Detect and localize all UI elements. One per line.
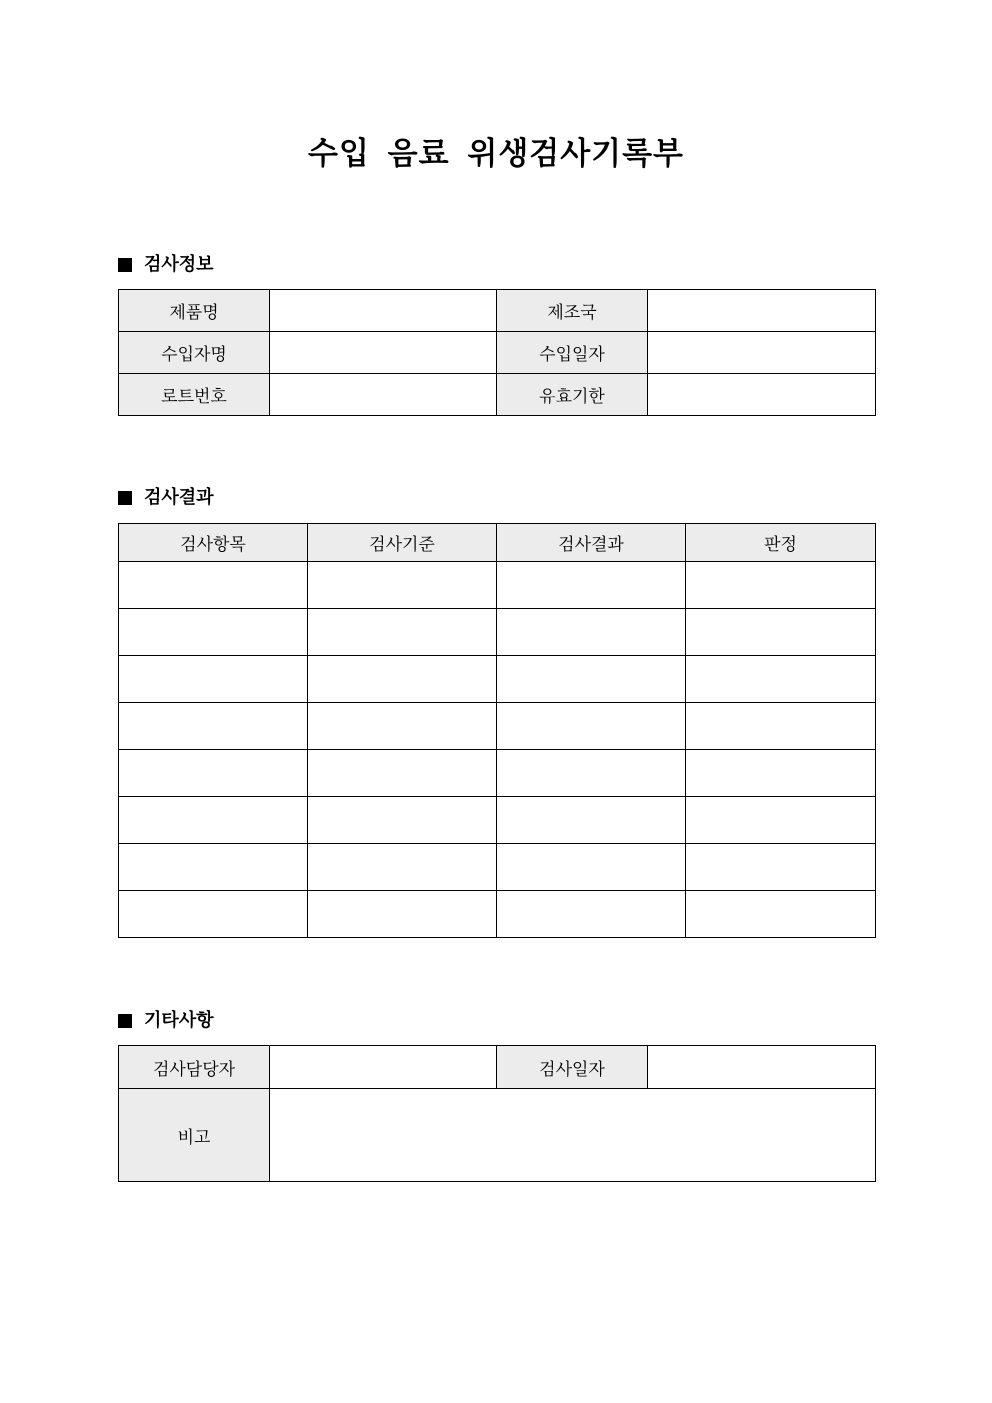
- table-header-row: [119, 524, 876, 562]
- table-cell[interactable]: [497, 703, 686, 750]
- table-cell[interactable]: [686, 891, 876, 938]
- table-row: [119, 562, 876, 609]
- table-cell[interactable]: [308, 750, 497, 797]
- other-matters-table: [118, 1045, 876, 1182]
- table-cell[interactable]: [686, 656, 876, 703]
- importer-name-field[interactable]: [270, 332, 497, 374]
- table-cell[interactable]: [119, 703, 308, 750]
- square-bullet-icon: [118, 1014, 132, 1028]
- table-row: [119, 1089, 876, 1182]
- square-bullet-icon: [118, 258, 132, 272]
- table-cell[interactable]: [686, 703, 876, 750]
- table-row: [119, 290, 876, 332]
- table-cell[interactable]: [119, 797, 308, 844]
- table-row: [119, 844, 876, 891]
- table-cell[interactable]: [497, 562, 686, 609]
- table-cell[interactable]: [308, 562, 497, 609]
- table-cell[interactable]: [119, 562, 308, 609]
- table-cell[interactable]: [497, 609, 686, 656]
- table-cell[interactable]: [119, 609, 308, 656]
- table-row: [119, 750, 876, 797]
- section-heading-etc: [118, 1009, 214, 1033]
- table-cell[interactable]: [497, 797, 686, 844]
- table-label-cell: 제품명: [119, 290, 270, 332]
- table-cell[interactable]: [497, 844, 686, 891]
- table-label-cell: 수입일자: [497, 332, 648, 374]
- section-heading-label: 검사결과: [144, 487, 214, 508]
- table-label-cell: 비고: [119, 1089, 270, 1182]
- section-heading-label: 검사정보: [144, 254, 214, 275]
- table-cell[interactable]: [686, 562, 876, 609]
- column-header: 검사항목: [119, 524, 308, 562]
- table-cell[interactable]: [497, 891, 686, 938]
- section-heading-label: 기타사항: [144, 1010, 214, 1031]
- column-header: 검사결과: [497, 524, 686, 562]
- table-row: [119, 891, 876, 938]
- table-row: [119, 609, 876, 656]
- square-bullet-icon: [118, 491, 132, 505]
- import-date-field[interactable]: [648, 332, 876, 374]
- table-label-cell: 제조국: [497, 290, 648, 332]
- country-field[interactable]: [648, 290, 876, 332]
- expiry-date-field[interactable]: [648, 374, 876, 416]
- table-label-cell: 로트번호: [119, 374, 270, 416]
- column-header: 검사기준: [308, 524, 497, 562]
- column-header: 판정: [686, 524, 876, 562]
- table-cell[interactable]: [497, 656, 686, 703]
- page-title: 수입 음료 위생검사기록부: [308, 136, 684, 172]
- table-row: [119, 1046, 876, 1089]
- table-cell[interactable]: [308, 891, 497, 938]
- table-cell[interactable]: [119, 844, 308, 891]
- table-label-cell: 유효기한: [497, 374, 648, 416]
- table-cell[interactable]: [119, 750, 308, 797]
- table-row: [119, 797, 876, 844]
- table-label-cell: 수입자명: [119, 332, 270, 374]
- table-cell[interactable]: [119, 891, 308, 938]
- inspector-field[interactable]: [270, 1046, 497, 1089]
- table-cell[interactable]: [308, 844, 497, 891]
- lot-number-field[interactable]: [270, 374, 497, 416]
- table-label-cell: 검사일자: [497, 1046, 648, 1089]
- product-name-field[interactable]: [270, 290, 497, 332]
- section-heading-info: [118, 253, 214, 277]
- table-row: [119, 332, 876, 374]
- table-cell[interactable]: [686, 609, 876, 656]
- table-cell[interactable]: [308, 656, 497, 703]
- table-row: [119, 656, 876, 703]
- table-cell[interactable]: [308, 797, 497, 844]
- inspection-results-table: [118, 523, 876, 938]
- inspection-date-field[interactable]: [648, 1046, 876, 1089]
- table-label-cell: 검사담당자: [119, 1046, 270, 1089]
- table-cell[interactable]: [686, 750, 876, 797]
- table-cell[interactable]: [686, 797, 876, 844]
- table-row: [119, 703, 876, 750]
- table-cell[interactable]: [497, 750, 686, 797]
- table-cell[interactable]: [308, 609, 497, 656]
- section-heading-results: [118, 486, 214, 510]
- table-cell[interactable]: [119, 656, 308, 703]
- table-row: [119, 374, 876, 416]
- inspection-info-table: [118, 289, 876, 416]
- table-cell[interactable]: [686, 844, 876, 891]
- table-cell[interactable]: [308, 703, 497, 750]
- remarks-field[interactable]: [270, 1089, 876, 1182]
